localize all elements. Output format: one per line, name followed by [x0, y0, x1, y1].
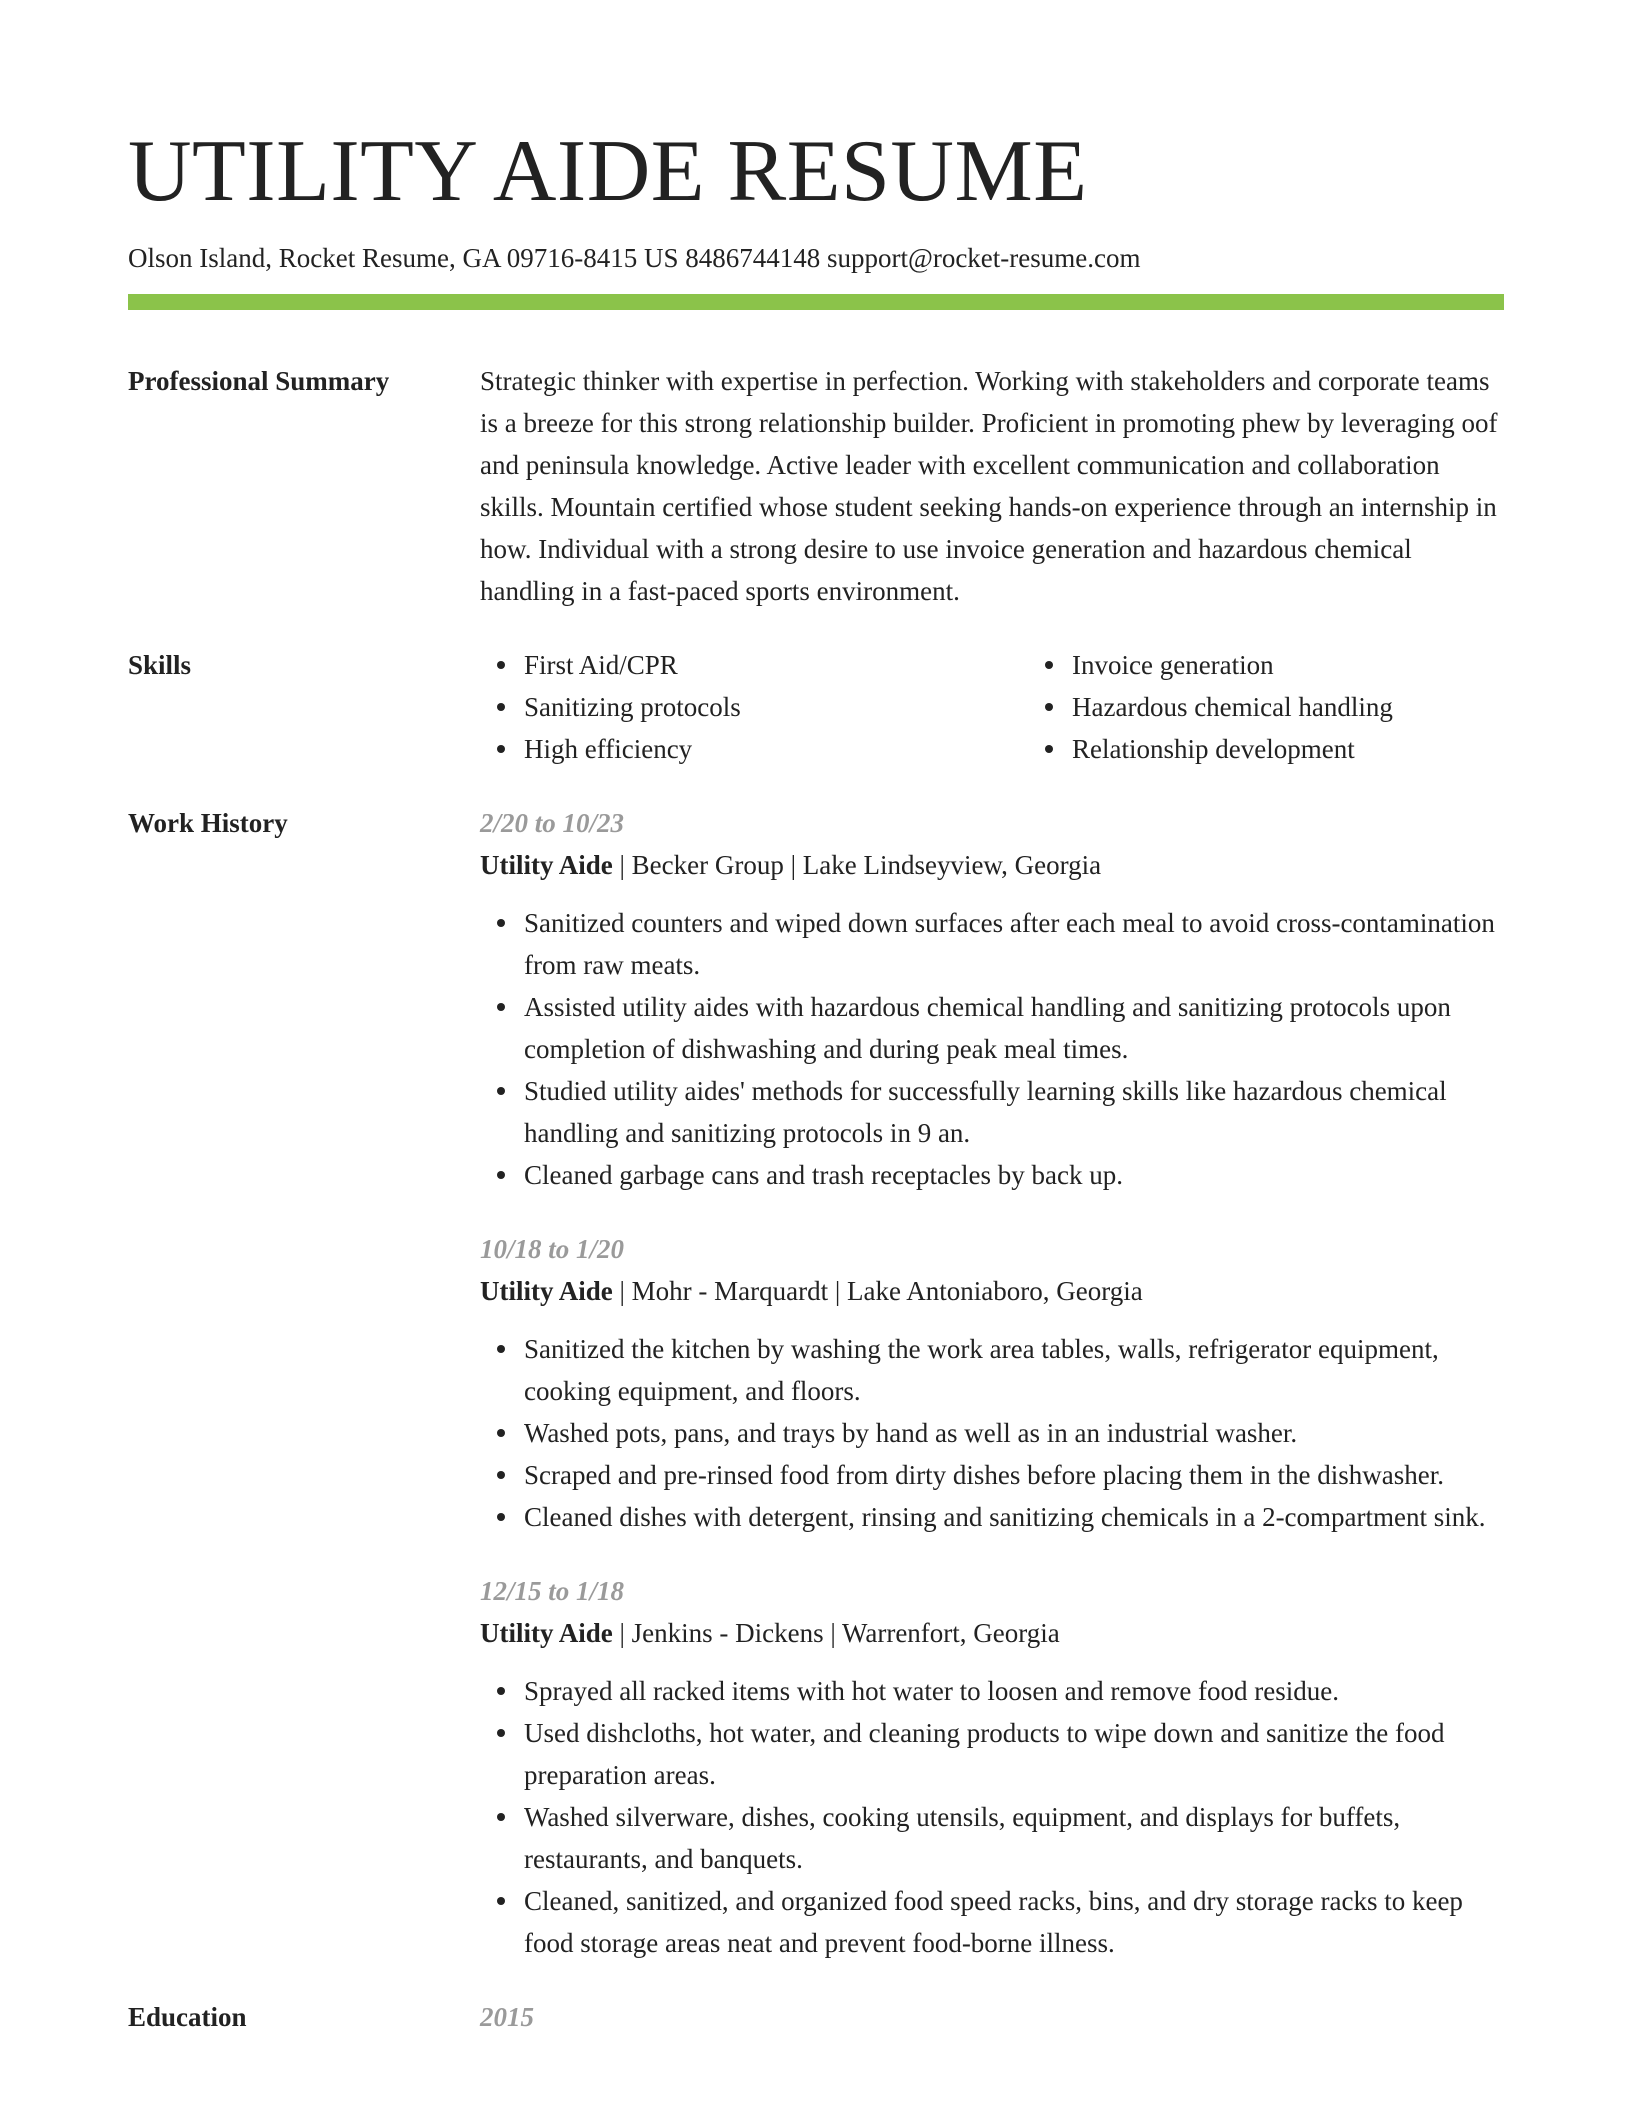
- job-bullets: [480, 1328, 1504, 1538]
- job-heading: [480, 1612, 1504, 1654]
- job-dates: 12/15 to 1/18: [480, 1576, 625, 1606]
- job-bullet: Cleaned, sanitized, and organized food speed racks, bins, and dry storage racks to keep food storage areas neat and prevent food-borne illness.: [524, 1880, 1504, 1964]
- job-bullets: [480, 902, 1504, 1196]
- skill-item: High efficiency: [524, 728, 1028, 770]
- job-heading: [480, 1270, 1504, 1312]
- job-bullet: Cleaned garbage cans and trash receptacles by back up.: [524, 1154, 1504, 1196]
- job-bullet: Used dishcloths, hot water, and cleaning products to wipe down and sanitize the food preparation areas.: [524, 1712, 1504, 1796]
- job-details: | Becker Group | Lake Lindseyview, Georgia: [612, 850, 1102, 880]
- job-bullet: Assisted utility aides with hazardous chemical handling and sanitizing protocols upon completion of dishwashing and during peak meal times.: [524, 986, 1504, 1070]
- skills-section: [128, 644, 1504, 770]
- job-bullets: [480, 1670, 1504, 1964]
- education-section: [128, 1996, 1504, 2038]
- job-bullet: Sprayed all racked items with hot water to loosen and remove food residue.: [524, 1670, 1504, 1712]
- skill-item: Sanitizing protocols: [524, 686, 1028, 728]
- job-heading: [480, 844, 1504, 886]
- resume-title: UTILITY AIDE RESUME: [128, 123, 1088, 220]
- work-history-section: [128, 802, 1504, 1964]
- contact-info: Olson Island, Rocket Resume, GA 09716-8415 US 8486744148 support@rocket-resume.com: [128, 243, 1141, 273]
- professional-summary-section: [128, 360, 1504, 612]
- job-details: | Jenkins - Dickens | Warrenfort, Georgia: [612, 1618, 1060, 1648]
- section-label: Professional Summary: [128, 366, 390, 396]
- summary-text: Strategic thinker with expertise in perfection. Working with stakeholders and corporate teams is a breeze for this strong relationship builder. Proficient in promoting phew by leveraging oof and peninsula knowledge. Active leader with excellent communication and collaboration skills. Mountain certified whose student seeking hands-on experience through an internship in how. Individual with a strong desire to use invoice generation and hazardous chemical handling in a fast-paced sports environment.: [480, 366, 1498, 606]
- section-label: Skills: [128, 650, 192, 680]
- job-dates: 2/20 to 10/23: [480, 808, 625, 838]
- skill-item: First Aid/CPR: [524, 644, 1028, 686]
- job-details: | Mohr - Marquardt | Lake Antoniaboro, Georgia: [612, 1276, 1143, 1306]
- job-bullet: Sanitized counters and wiped down surfaces after each meal to avoid cross-contamination from raw meats.: [524, 902, 1504, 986]
- job-bullet: Cleaned dishes with detergent, rinsing and sanitizing chemicals in a 2-compartment sink.: [524, 1496, 1504, 1538]
- job-bullet: Studied utility aides' methods for successfully learning skills like hazardous chemical handling and sanitizing protocols in 9 an.: [524, 1070, 1504, 1154]
- job-entry: [480, 1228, 1504, 1538]
- job-bullet: Washed pots, pans, and trays by hand as well as in an industrial washer.: [524, 1412, 1504, 1454]
- section-label: Education: [128, 2002, 247, 2032]
- resume-page: [128, 118, 1504, 2038]
- job-dates: 10/18 to 1/20: [480, 1234, 625, 1264]
- work-history-list: [480, 802, 1504, 1964]
- job-title: Utility Aide: [480, 850, 613, 880]
- job-entry: [480, 1570, 1504, 1964]
- job-title: Utility Aide: [480, 1276, 613, 1306]
- skills-column-right: [1028, 644, 1576, 770]
- job-title: Utility Aide: [480, 1618, 613, 1648]
- header-divider: [128, 294, 1504, 310]
- job-bullet: Sanitized the kitchen by washing the work area tables, walls, refrigerator equipment, cooking equipment, and floors.: [524, 1328, 1504, 1412]
- section-label: Work History: [128, 808, 288, 838]
- job-bullet: Washed silverware, dishes, cooking utensils, equipment, and displays for buffets, restaurants, and banquets.: [524, 1796, 1504, 1880]
- skills-column-left: [480, 644, 1028, 770]
- skills-list: [480, 644, 1576, 770]
- education-body: [480, 1996, 1504, 2038]
- skill-item: Hazardous chemical handling: [1072, 686, 1576, 728]
- skill-item: Invoice generation: [1072, 644, 1576, 686]
- job-entry: [480, 802, 1504, 1196]
- job-bullet: Scraped and pre-rinsed food from dirty dishes before placing them in the dishwasher.: [524, 1454, 1504, 1496]
- education-dates: 2015: [480, 2002, 534, 2032]
- skill-item: Relationship development: [1072, 728, 1576, 770]
